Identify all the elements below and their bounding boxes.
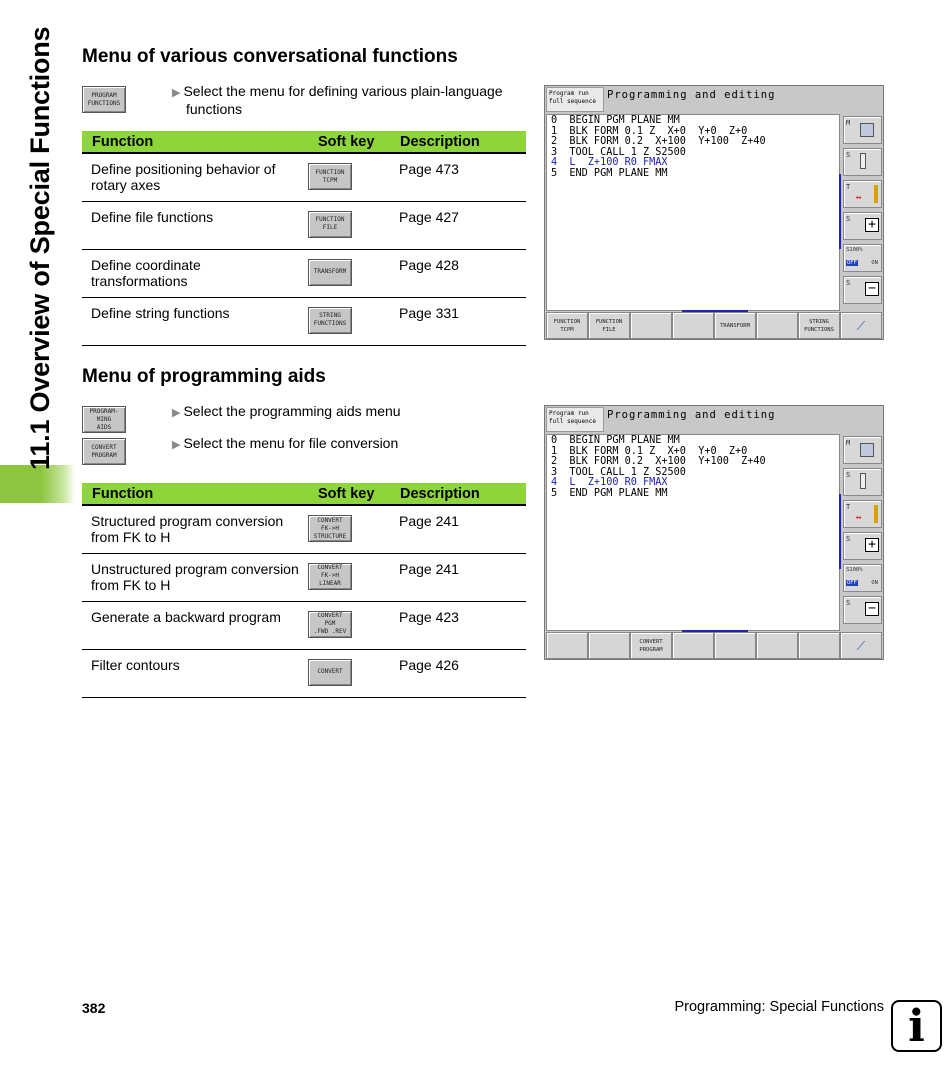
functions-table [82,131,526,346]
instruction-text: Select the programming aids menu [183,403,401,419]
chapter-tab-marker [0,465,75,503]
table-row [82,505,526,553]
operating-mode-label: Program run full sequence [546,407,604,432]
program-listing [546,434,840,631]
side-softkey-s100[interactable]: S100% OFF ON [843,244,882,272]
program-line: 1 BLK FORM 0.1 Z X+0 Y+0 Z+0 [551,125,748,137]
table-row [82,601,526,649]
program-line: 2 BLK FORM 0.2 X+100 Y+100 Z+40 [551,136,766,147]
softkey-empty[interactable] [756,632,798,659]
instruction-file-conversion [172,435,517,453]
description-cell: Page 427 [390,201,526,249]
instruction-text-continued: functions [186,101,243,117]
table-row [82,297,526,345]
softkey-edit-pen[interactable] [840,312,882,339]
function-cell: Generate a backward program [82,601,308,649]
softkey-empty[interactable] [672,632,714,659]
horizontal-softkey-bar [546,632,883,659]
program-line: 2 BLK FORM 0.2 X+100 Y+100 Z+40 [551,456,766,467]
column-header-function: Function [82,131,308,153]
softkey-transform[interactable]: TRANSFORM [714,312,756,339]
function-cell: Filter contours [82,649,308,697]
arrow-icon: ▶ [172,407,181,419]
column-header-description: Description [390,483,526,505]
convert-fk-h-linear-softkey[interactable]: CONVERT FK->H LINEAR [308,563,352,590]
program-listing [546,114,840,311]
instruction-text: Select the menu for file conversion [183,435,399,451]
arrow-icon: ▶ [172,87,181,99]
program-line-active: 4 L Z+100 R0 FMAX [551,477,668,488]
function-cell: Structured program conversion from FK to H [82,505,308,553]
column-header-function: Function [82,483,308,505]
softkey-empty[interactable] [798,632,840,659]
program-line: 3 TOOL CALL 1 Z S2500 [551,466,686,478]
table-row [82,201,526,249]
side-softkey-s[interactable]: S [843,468,882,496]
description-cell: Page 241 [390,553,526,601]
instruction-text: Select the menu for defining various plain-language [183,83,503,99]
edit-pen-icon: ⟋ [856,638,866,653]
convert-fk-h-structure-softkey[interactable]: CONVERT FK->H STRUCTURE [308,515,352,542]
function-cell: Unstructured program conversion from FK to H [82,553,308,601]
side-softkey-s-minus[interactable]: S − [843,596,882,624]
softkey-empty[interactable] [672,312,714,339]
softkey-function-tcpm[interactable]: FUNCTION TCPM [546,312,588,339]
function-cell: Define coordinate transformations [82,249,308,297]
softkey-empty[interactable] [588,632,630,659]
program-functions-softkey[interactable]: PROGRAM FUNCTIONS [82,86,126,113]
softkey-function-file[interactable]: FUNCTION FILE [588,312,630,339]
screen-header: Programming and editing [607,409,776,421]
description-cell: Page 426 [390,649,526,697]
softkey-empty[interactable] [714,632,756,659]
control-screen-1 [544,85,884,340]
program-line: 0 BEGIN PGM PLANE MM [551,435,680,446]
softkey-empty[interactable] [756,312,798,339]
edit-pen-icon: ⟋ [856,318,866,333]
table-row [82,153,526,201]
vertical-softkey-bar [841,434,883,631]
vertical-marker [839,494,841,569]
column-header-softkey: Soft key [308,483,390,505]
string-functions-softkey[interactable]: STRING FUNCTIONS [308,307,352,334]
side-softkey-t[interactable]: T ↔ [843,180,882,208]
program-line-active: 4 L Z+100 R0 FMAX [551,157,668,168]
convert-pgm-fwd-rev-softkey[interactable]: CONVERT PGM .FWD .REV [308,611,352,638]
function-cell: Define file functions [82,201,308,249]
convert-program-softkey[interactable]: CONVERT PROGRAM [82,438,126,465]
description-cell: Page 331 [390,297,526,345]
program-line: 3 TOOL CALL 1 Z S2500 [551,146,686,158]
info-icon: i [891,1000,942,1052]
function-cell: Define string functions [82,297,308,345]
table-row [82,649,526,697]
horizontal-softkey-bar [546,312,883,339]
instruction-programming-aids [172,403,517,421]
transform-softkey[interactable]: TRANSFORM [308,259,352,286]
column-header-softkey: Soft key [308,131,390,153]
programming-aids-table [82,483,526,698]
convert-filter-softkey[interactable]: CONVERT [308,659,352,686]
program-line: 1 BLK FORM 0.1 Z X+0 Y+0 Z+0 [551,445,748,457]
programming-aids-softkey[interactable]: PROGRAM- MING AIDS [82,406,126,433]
softkey-edit-pen[interactable] [840,632,882,659]
control-screen-2 [544,405,884,660]
program-line: 0 BEGIN PGM PLANE MM [551,115,680,126]
operating-mode-label: Program run full sequence [546,87,604,112]
chapter-title: 11.1 Overview of Special Functions [25,26,55,470]
table-row [82,249,526,297]
side-softkey-m[interactable]: M [843,116,882,144]
program-line: 5 END PGM PLANE MM [551,167,668,179]
side-softkey-s100[interactable]: S100% OFF ON [843,564,882,592]
description-cell: Page 473 [390,153,526,201]
column-header-description: Description [390,131,526,153]
page-number: 382 [82,1000,106,1016]
softkey-string-functions[interactable]: STRING FUNCTIONS [798,312,840,339]
screen-header: Programming and editing [607,89,776,101]
side-softkey-s-minus[interactable]: S − [843,276,882,304]
side-softkey-m[interactable]: M [843,436,882,464]
description-cell: Page 428 [390,249,526,297]
function-cell: Define positioning behavior of rotary axes [82,153,308,201]
function-tcpm-softkey[interactable]: FUNCTION TCPM [308,163,352,190]
function-file-softkey[interactable]: FUNCTION FILE [308,211,352,238]
section-title-programming-aids: Menu of programming aids [82,366,326,387]
description-cell: Page 241 [390,505,526,553]
description-cell: Page 423 [390,601,526,649]
side-softkey-t[interactable]: T ↔ [843,500,882,528]
side-softkey-s-plus[interactable]: S + [843,532,882,560]
side-softkey-s-plus[interactable]: S + [843,212,882,240]
section-title-conversational: Menu of various conversational functions [82,46,458,67]
instruction-select-functions [172,83,517,117]
footer-chapter-text: Programming: Special Functions [674,999,884,1015]
softkey-convert-program[interactable]: CONVERT PROGRAM [630,632,672,659]
softkey-empty[interactable] [630,312,672,339]
arrow-icon: ▶ [172,439,181,451]
side-softkey-s[interactable]: S [843,148,882,176]
vertical-marker [839,174,841,249]
table-row [82,553,526,601]
softkey-empty[interactable] [546,632,588,659]
program-line: 5 END PGM PLANE MM [551,487,668,499]
vertical-softkey-bar [841,114,883,311]
